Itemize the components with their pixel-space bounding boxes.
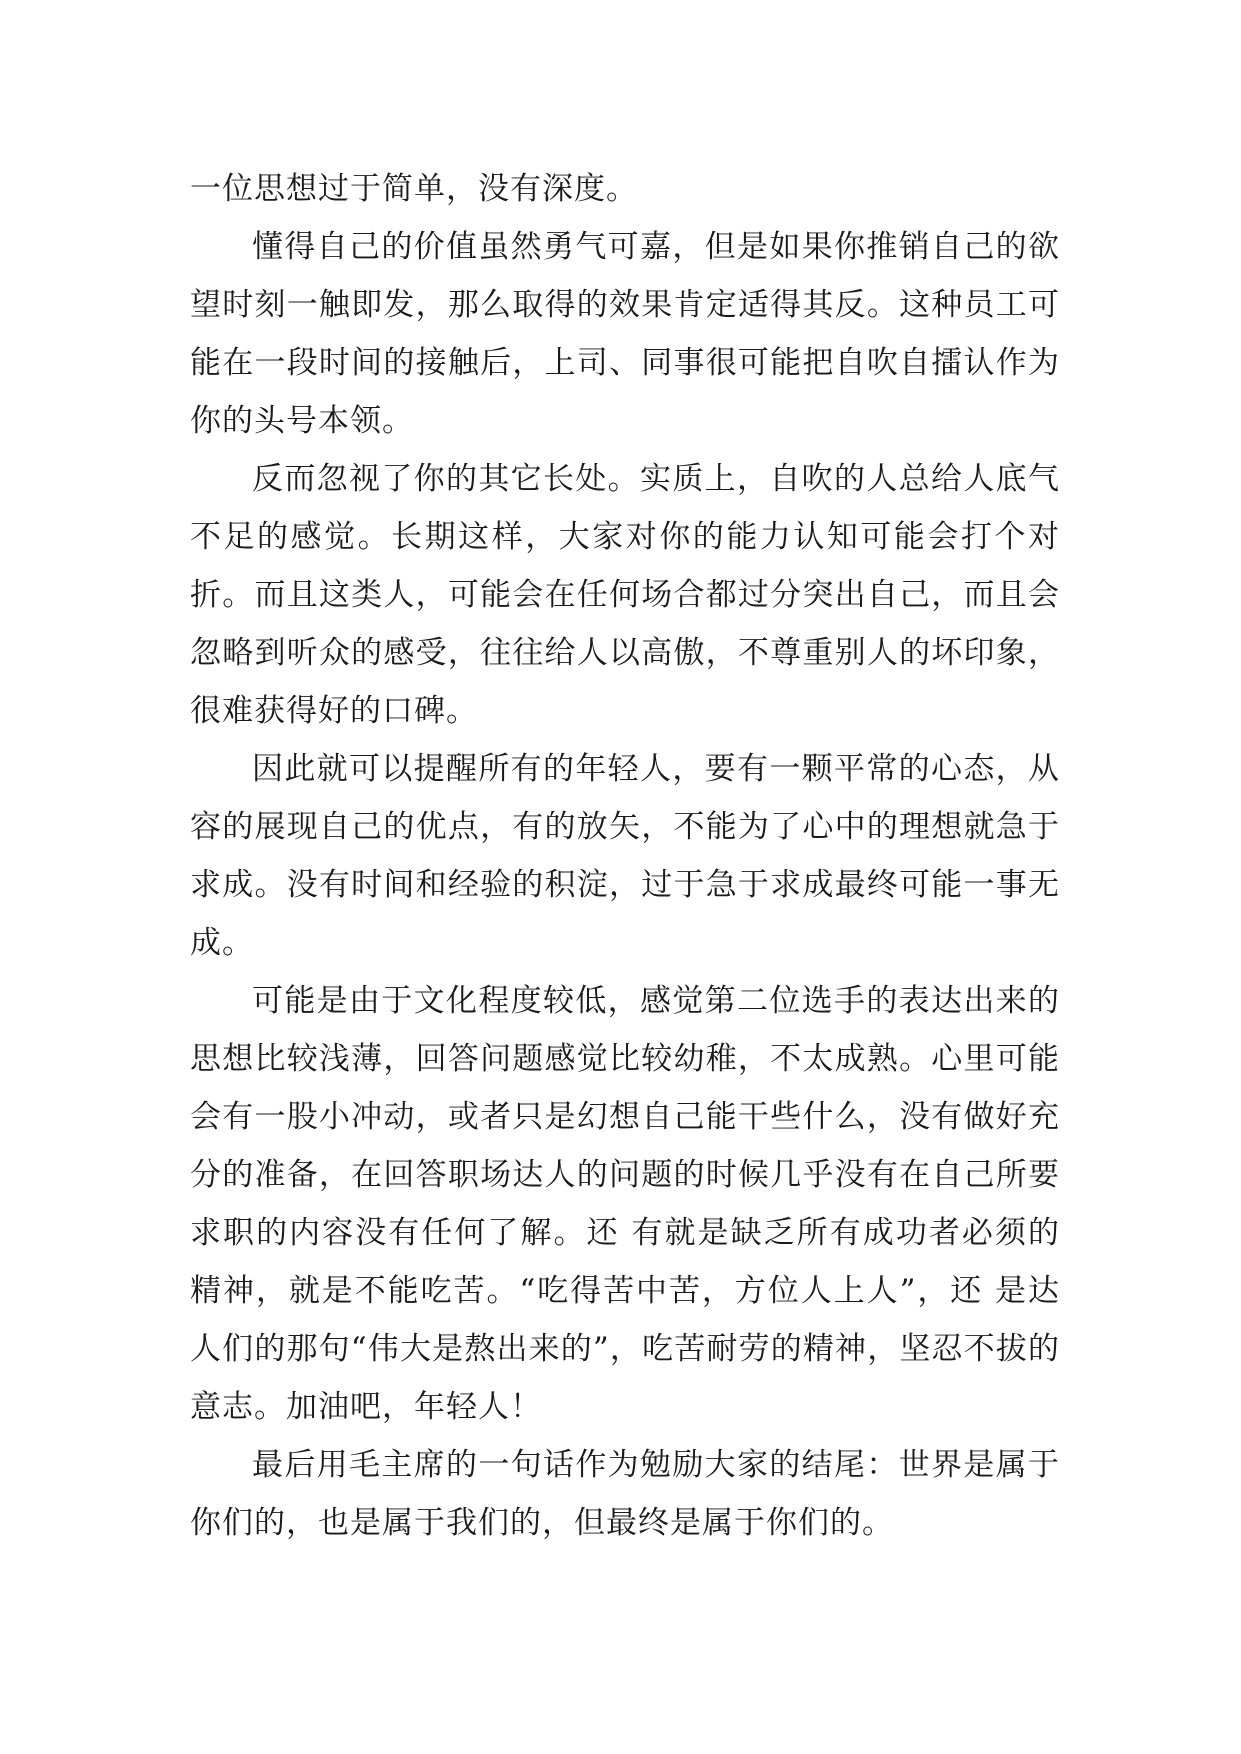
paragraph: 一位思想过于简单，没有深度。 bbox=[190, 171, 638, 207]
paragraph: 懂得自己的价值虽然勇气可嘉，但是如果你推销自己的欲望时刻一触即发，那么取得的效果肯定适得其反。这种员工可能在一段时间的接触后，上司、同事很可能把自吹自擂认作为你的头号本领。 bbox=[190, 229, 1060, 439]
paragraph: 最后用毛主席的一句话作为勉励大家的结尾：世界是属于你们的，也是属于我们的，但最终是属于你们的。 bbox=[190, 1447, 1060, 1541]
document-body bbox=[190, 160, 1060, 1552]
paragraph: 因此就可以提醒所有的年轻人，要有一颗平常的心态，从容的展现自己的优点，有的放矢，不能为了心中的理想就急于求成。没有时间和经验的积淀，过于急于求成最终可能一事无成。 bbox=[190, 751, 1060, 961]
paragraph: 可能是由于文化程度较低，感觉第二位选手的表达出来的思想比较浅薄，回答问题感觉比较幼稚，不太成熟。心里可能会有一股小冲动，或者只是幻想自己能干些什么，没有做好充分的准备，在回答职场达人的问题的时候几乎没有在自己所要求职的内容没有任何了解。还 有就是缺乏所有成功者必须的精神，就是不能吃苦。“吃得苦中苦，方位人上人”，还 是达人们的那句“伟大是熬出来的”，吃苦耐劳的精神，坚忍不拔的意志。加油吧，年轻人！ bbox=[190, 983, 1060, 1425]
paragraph: 反而忽视了你的其它长处。实质上，自吹的人总给人底气不足的感觉。长期这样，大家对你的能力认知可能会打个对折。而且这类人，可能会在任何场合都过分突出自己，而且会忽略到听众的感受，往往给人以高傲，不尊重别人的坏印象，很难获得好的口碑。 bbox=[190, 461, 1060, 729]
